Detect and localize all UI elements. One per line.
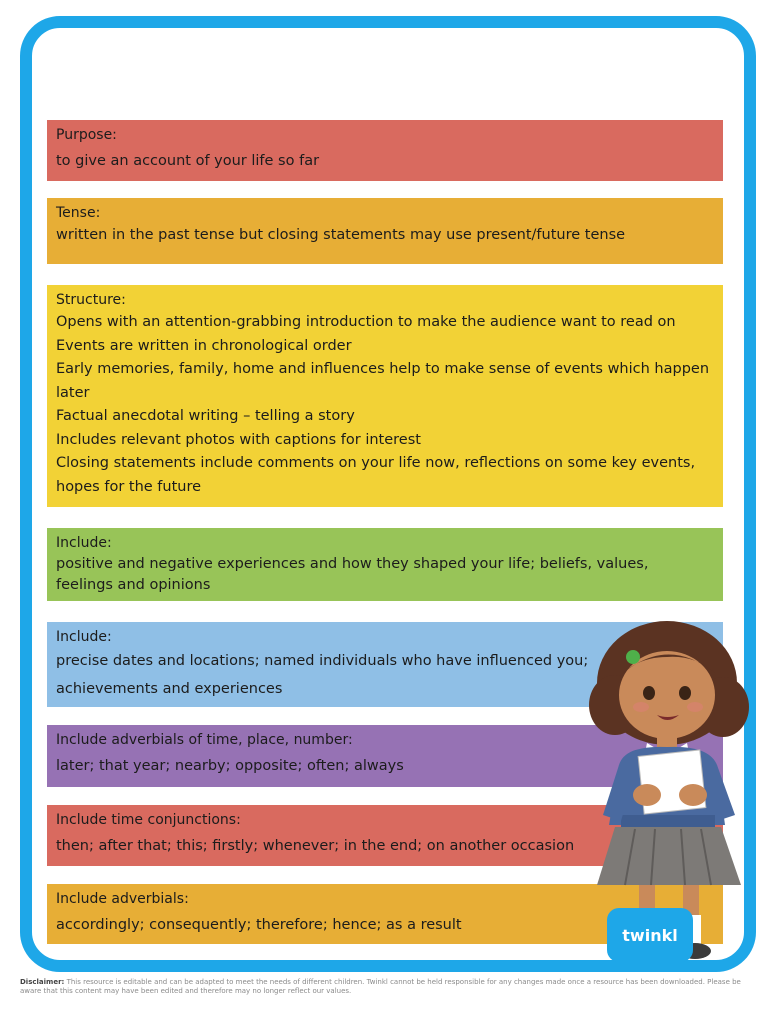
purpose-box bbox=[47, 120, 723, 181]
tense-box bbox=[47, 198, 723, 264]
disclaimer bbox=[20, 978, 750, 996]
structure-heading: Structure: bbox=[56, 292, 126, 308]
tense-heading: Tense: bbox=[56, 205, 101, 221]
include-experiences-box bbox=[47, 528, 723, 601]
disclaimer-label: Disclaimer: bbox=[20, 978, 65, 986]
structure-line: Early memories, family, home and influences help to make sense of events which happen later bbox=[56, 361, 710, 401]
adverbials-heading: Include adverbials: bbox=[56, 891, 189, 907]
conjunctions-line: then; after that; this; firstly; whenever; in the end; on another occasion bbox=[56, 838, 575, 854]
twinkl-logo: twinkl bbox=[607, 908, 693, 962]
adverbials-line: accordingly; consequently; therefore; hence; as a result bbox=[56, 917, 462, 933]
purpose-line: to give an account of your life so far bbox=[56, 153, 320, 169]
include-heading: Include: bbox=[56, 535, 112, 551]
tense-line: written in the past tense but closing statements may use present/future tense bbox=[56, 227, 626, 243]
include-line: precise dates and locations; named individuals who have influenced you; bbox=[56, 653, 589, 669]
structure-line: Opens with an attention-grabbing introduction to make the audience want to read on bbox=[56, 314, 676, 330]
structure-line: Factual anecdotal writing – telling a story bbox=[56, 408, 355, 424]
structure-box bbox=[47, 285, 723, 507]
include-line: achievements and experiences bbox=[56, 680, 283, 697]
purpose-heading: Purpose: bbox=[56, 127, 117, 143]
structure-line: Includes relevant photos with captions for interest bbox=[56, 431, 421, 448]
include-heading: Include: bbox=[56, 629, 112, 645]
structure-line: Events are written in chronological order bbox=[56, 337, 352, 354]
conjunctions-heading: Include time conjunctions: bbox=[56, 812, 241, 828]
adverbials-time-heading: Include adverbials of time, place, number: bbox=[56, 732, 353, 748]
structure-line: Closing statements include comments on your life now, reflections on some key events, hopes for the future bbox=[56, 455, 696, 495]
disclaimer-text: This resource is editable and can be adapted to meet the needs of different children. Twinkl cannot be held responsible for any changes made once a resource has been downloaded. Please be aware that this content may have been edited and therefore may no longer reflect our values. bbox=[20, 978, 741, 995]
adverbials-time-line: later; that year; nearby; opposite; often; always bbox=[56, 758, 404, 774]
include-line: positive and negative experiences and how they shaped your life; beliefs, values, feelings and opinions bbox=[56, 556, 649, 593]
